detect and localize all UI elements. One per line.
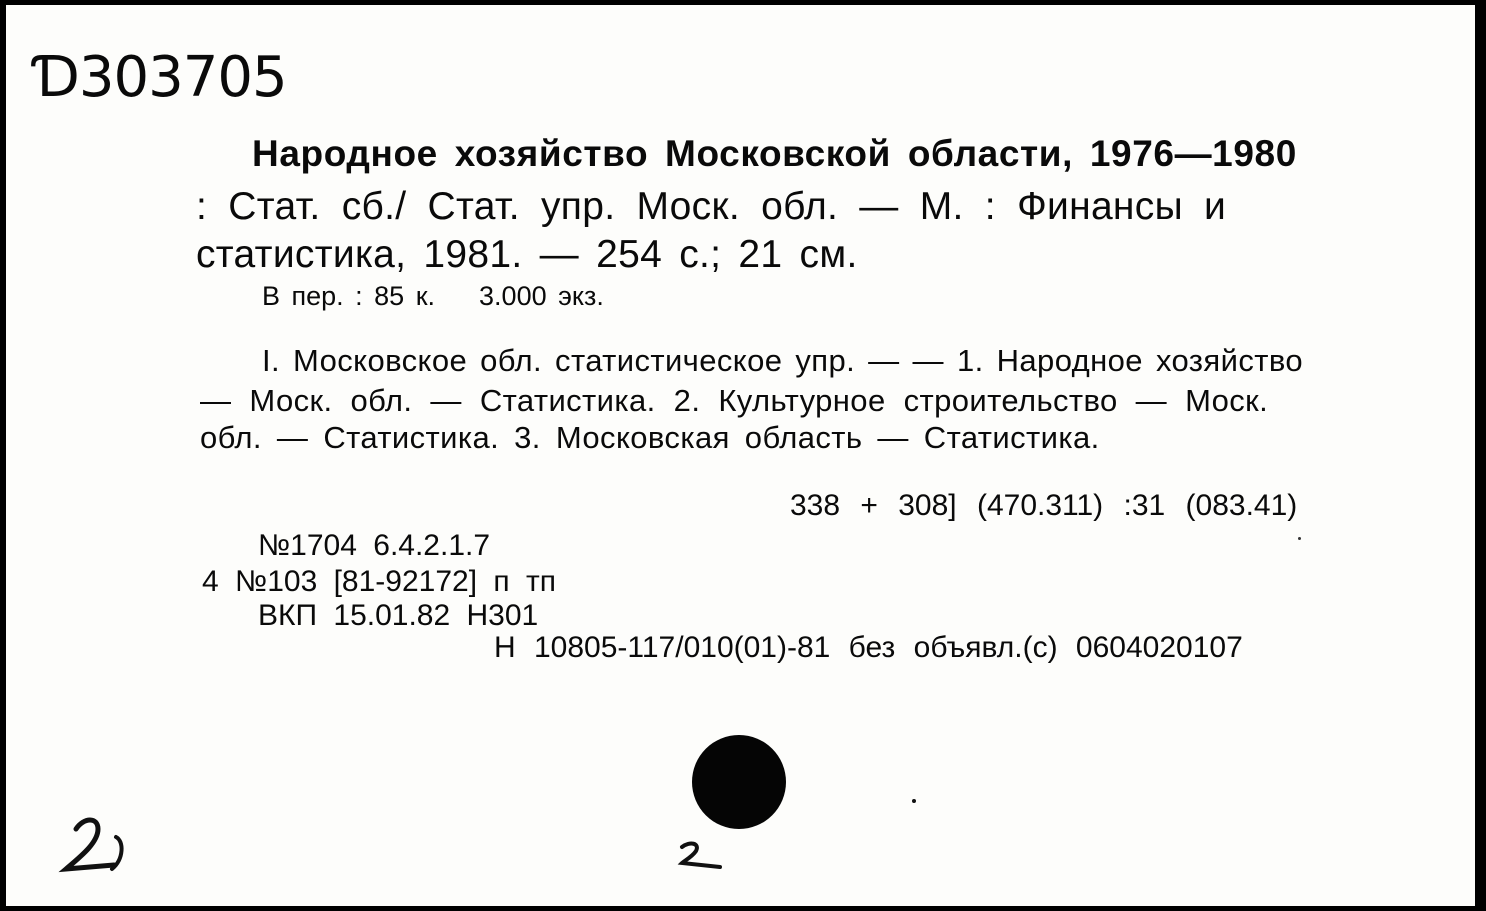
handwritten-mark-left [54, 813, 134, 877]
price-line [262, 281, 604, 312]
subjects-line-1: I. Московское обл. статистическое упр. — — 1. Народное хозяйство [262, 343, 1303, 378]
call-number: Ɗ303705 [34, 45, 287, 110]
speck-mark [912, 799, 916, 803]
catalog-card [6, 5, 1475, 906]
catalog-number-line-4: Н 10805-117/010(01)-81 без объявл.(с) 0604020107 [494, 631, 1243, 664]
punch-hole [692, 735, 786, 829]
subjects-line-3: обл. — Статистика. 3. Московская область — Статистика. [200, 420, 1100, 455]
copies-text: 3.000 экз. [479, 281, 604, 311]
publisher-year-line: статистика, 1981. — 254 с.; 21 см. [196, 233, 858, 276]
speck-mark [1298, 537, 1301, 540]
catalog-number-line-2: 4 №103 [81-92172] п тп [202, 565, 556, 598]
publication-line: : Стат. сб./ Стат. упр. Моск. обл. — М. : Финансы и [196, 185, 1227, 228]
price-text: В пер. : 85 к. [262, 281, 436, 311]
book-title: Народное хозяйство Московской области, 1976—1980 [252, 133, 1297, 174]
handwritten-mark-center [676, 837, 736, 873]
udk-classification: 338 + 308] (470.311) :31 (083.41) [790, 489, 1298, 522]
catalog-number-line-1: №1704 6.4.2.1.7 [258, 529, 491, 562]
subjects-line-2: — Моск. обл. — Статистика. 2. Культурное строительство — Моск. [200, 383, 1269, 418]
catalog-number-line-3: ВКП 15.01.82 Н301 [258, 599, 539, 632]
